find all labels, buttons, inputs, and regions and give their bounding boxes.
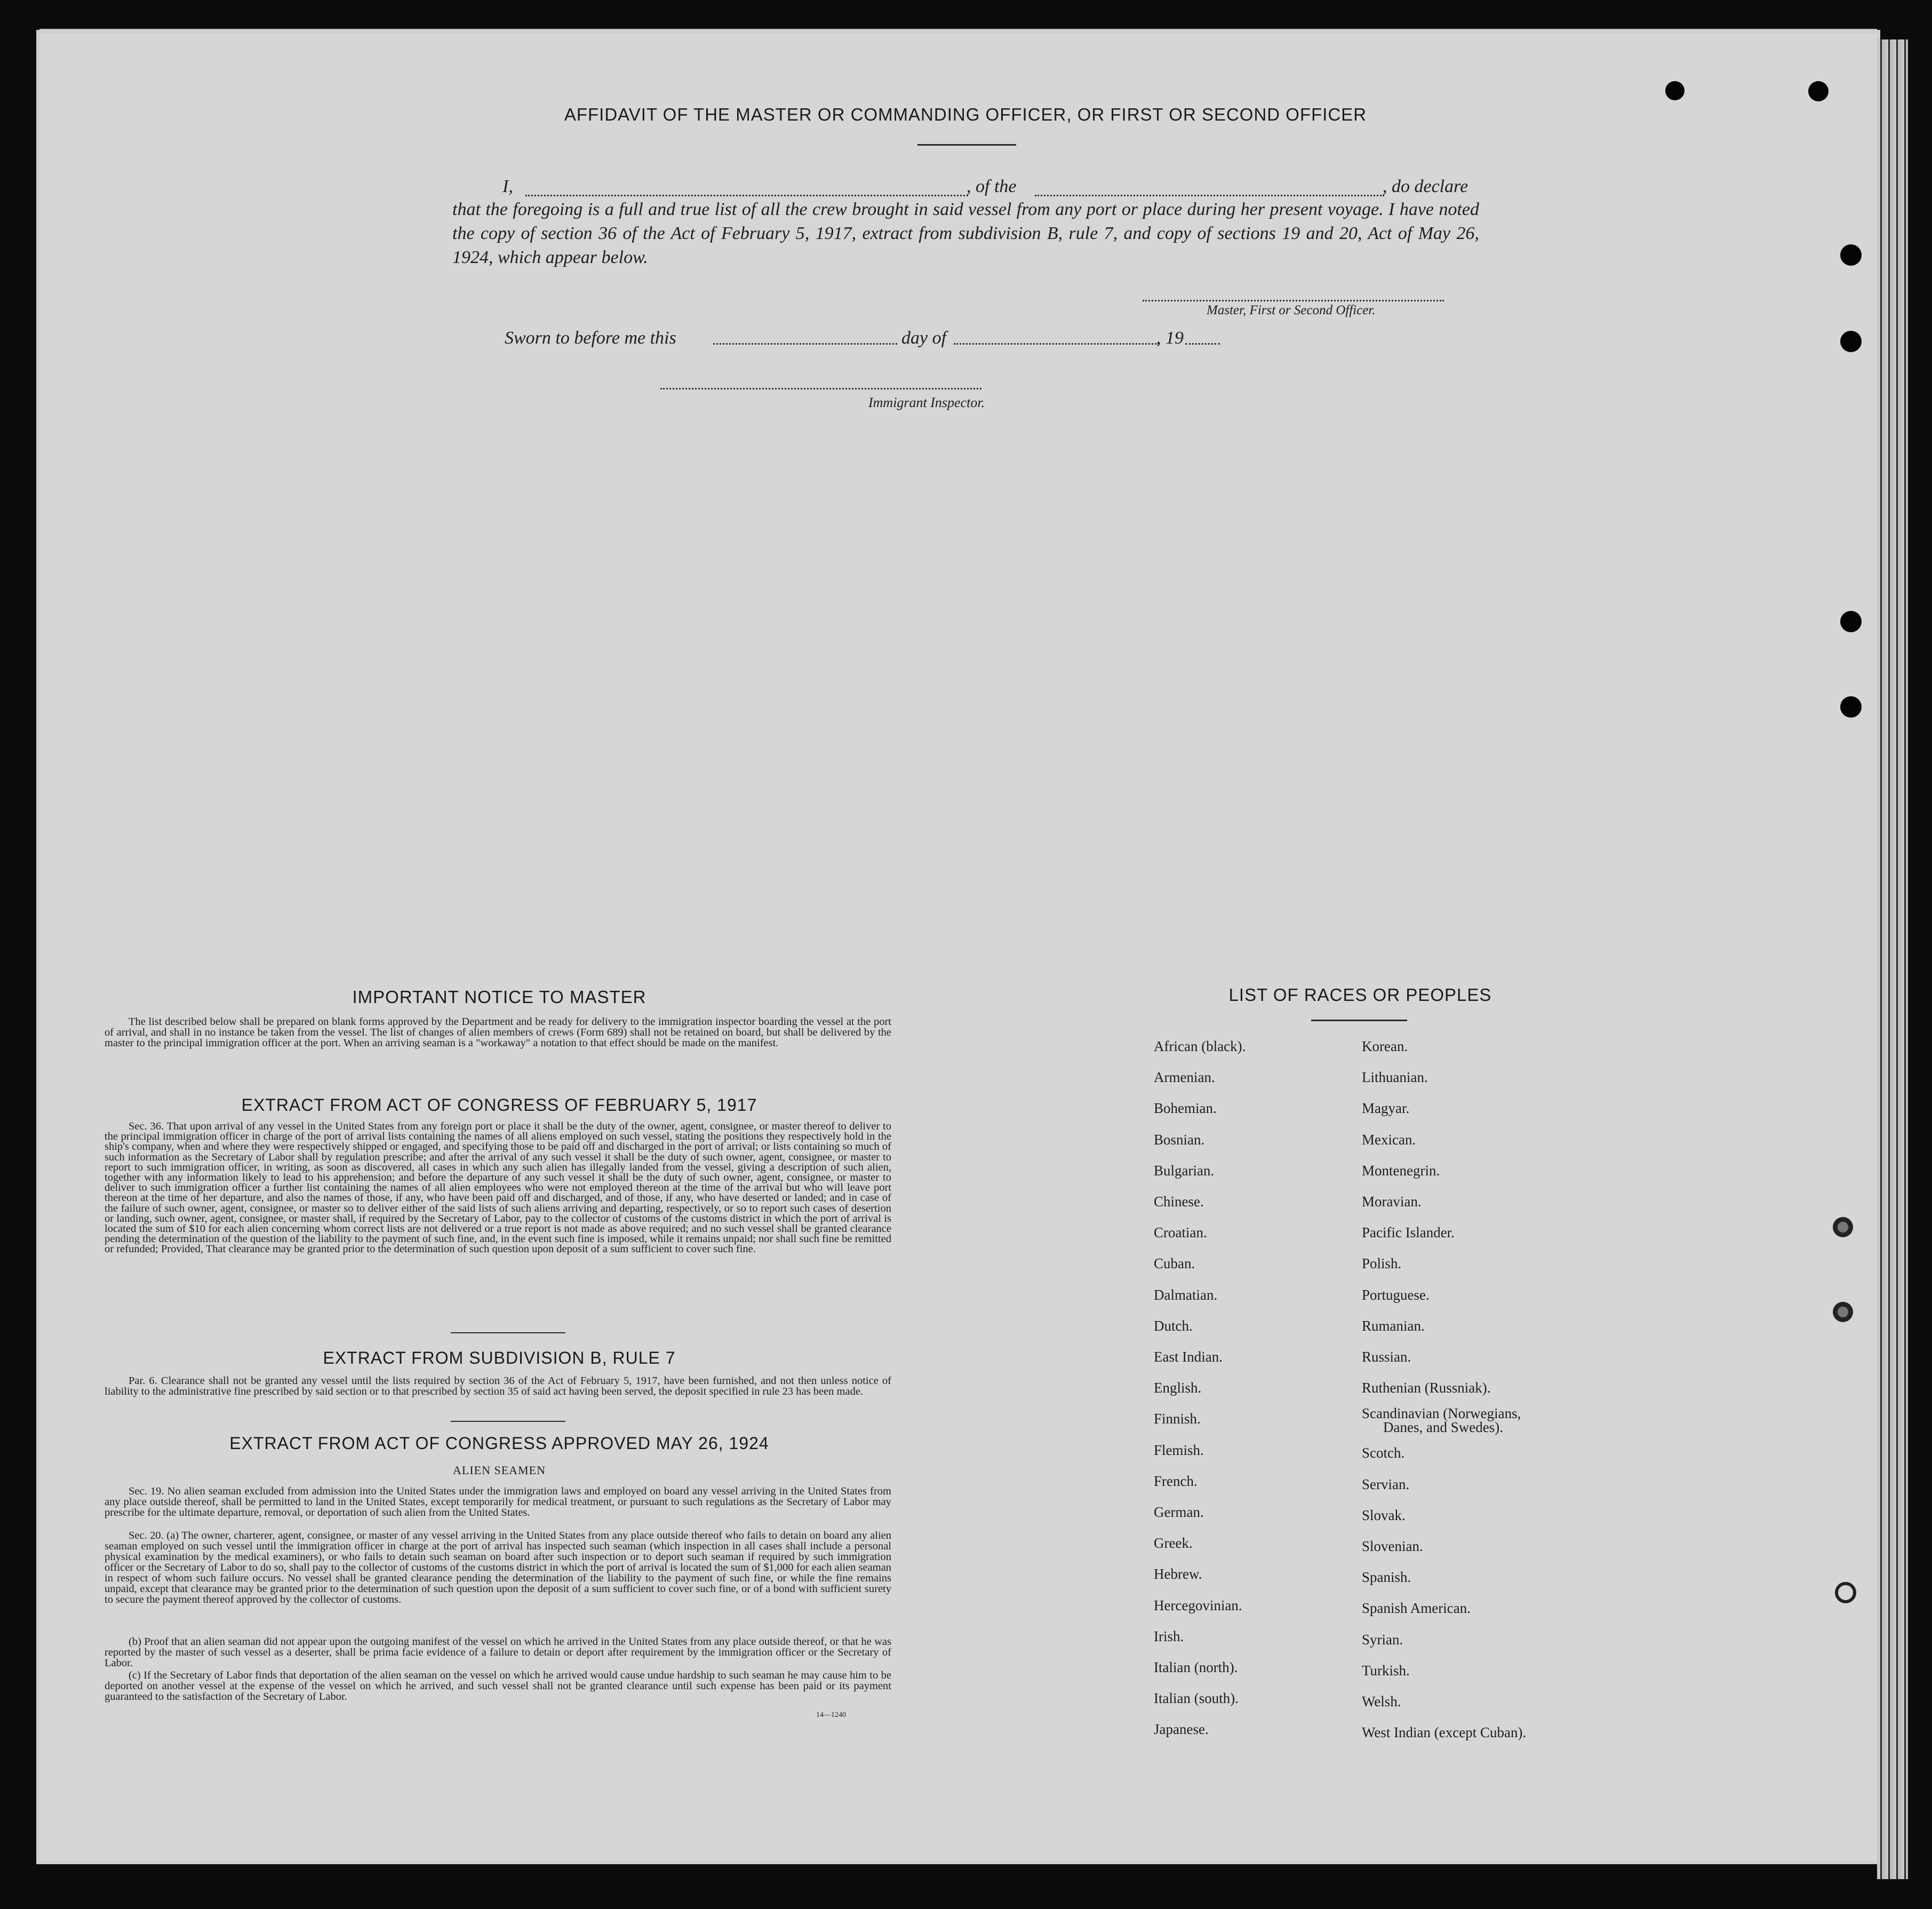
race-item: African (black). — [1154, 1038, 1246, 1054]
race-item: East Indian. — [1154, 1349, 1223, 1365]
races-title-rule — [1311, 1020, 1407, 1021]
race-item: Bulgarian. — [1154, 1162, 1215, 1179]
race-item: Russian. — [1362, 1349, 1411, 1365]
binder-hole — [1833, 1302, 1853, 1322]
race-item: Dutch. — [1154, 1317, 1193, 1334]
race-item: Irish. — [1154, 1628, 1184, 1644]
extract-1917-body: Sec. 36. That upon arrival of any vessel in the United States from any foreign port or place it shall be the duty of the owner, agent, consignee, or master thereof to deliver to the principal immigration officer in charge of the port of arrival lists containing the names of all aliens employed on such vessel, stating the positions they respectively hold in the ship's company, when and where they were respectively shipped or engaged, and specifying those to be paid off and discharged in the port of arrival; or lists containing so much of such information as the Secretary of Labor shall by regulation prescribe; and after the arrival of any such vessel it shall be the duty of such owner, agent, consignee, or master to report to such immigration officer, in writing, as soon as discovered, all cases in which any such alien has illegally landed from the vessel, giving a description of such alien, together with any information likely to lead to his apprehension; and before the departure of any such vessel it shall be the duty of such owner, agent, consignee, or master to deliver to such immigration officer a further list containing the names of all alien employees who were not employed thereon at the time of the arrival but who will leave port thereon at the time of her departure, and also the names of those, if any, who have been paid off and discharged, and of those, if any, who have deserted or landed; and in case of the failure of such owner, agent, consignee, or master so to deliver either of the said lists of such aliens arriving and departing, respectively, or so to report such cases of desertion or landing, such owner, agent, consignee, or master shall, if required by the Secretary of Labor, pay to the collector of customs of the customs district in which the port of arrival is located the sum of $10 for each alien concerning whom correct lists are not delivered or a true report is not made as above required; and no such vessel shall be granted clearance pending the determination of the question of the liability to the payment of such fine, and, in the event such fine is imposed, while it remains unpaid; nor shall such fine be remitted or refunded; Provided, That clearance may be granted prior to the determination of such question upon deposit of a sum sufficient to cover such fine. — [105, 1120, 891, 1255]
race-item: Armenian. — [1154, 1069, 1215, 1086]
binder-hole — [1840, 696, 1862, 718]
sworn-month-line[interactable] — [954, 343, 1159, 345]
inspector-signature-caption: Immigrant Inspector. — [868, 395, 985, 410]
race-item: Japanese. — [1154, 1721, 1209, 1738]
sworn-day-of-label: day of — [901, 328, 947, 348]
extract-divider — [451, 1421, 565, 1422]
race-item: German. — [1154, 1504, 1204, 1521]
race-item: Danes, and Swedes). — [1383, 1419, 1503, 1436]
sworn-year-label: , 19 — [1156, 328, 1184, 348]
page-stack-edge — [1877, 39, 1908, 1879]
races-right-column — [1362, 1031, 1526, 1748]
form-number: 14—1240 — [816, 1711, 846, 1719]
race-item: Pacific Islander. — [1362, 1224, 1455, 1241]
race-item: Magyar. — [1362, 1100, 1410, 1117]
race-item: Lithuanian. — [1362, 1069, 1428, 1086]
races-title: LIST OF RACES OR PEOPLES — [1228, 985, 1492, 1005]
extract-1924-title: EXTRACT FROM ACT OF CONGRESS APPROVED MAY 26, 1924 — [229, 1434, 769, 1453]
binder-hole — [1665, 81, 1684, 100]
affidavit-of-the-label: , of the — [967, 177, 1017, 196]
race-item: Polish. — [1362, 1255, 1402, 1272]
notice-title: IMPORTANT NOTICE TO MASTER — [352, 987, 646, 1007]
race-item: Bosnian. — [1154, 1131, 1205, 1148]
sworn-prefix: Sworn to before me this — [505, 328, 676, 348]
race-item: Portuguese. — [1362, 1286, 1430, 1303]
affidavit-body: that the foregoing is a full and true list of all the crew brought in said vessel from any port or place during her present voyage. I have noted the copy of section 36 of the Act of February 5, 1917, extract from subdivision B, rule 7, and copy of sections 19 and 20, Act of May 26, 1924, which appear below. — [452, 200, 1479, 267]
race-item: Finnish. — [1154, 1411, 1201, 1427]
race-item: Rumanian. — [1362, 1317, 1425, 1334]
affidavit-title-rule — [917, 144, 1016, 146]
race-item: Spanish. — [1362, 1569, 1411, 1586]
extract-divider — [451, 1332, 565, 1333]
sworn-day-line[interactable] — [713, 343, 897, 345]
race-item: Chinese. — [1154, 1194, 1204, 1210]
binder-hole — [1808, 81, 1829, 101]
race-item: Spanish American. — [1362, 1600, 1471, 1617]
race-item: Syrian. — [1362, 1631, 1403, 1648]
binder-hole — [1835, 1582, 1856, 1603]
race-item: Croatian. — [1154, 1224, 1207, 1241]
binder-hole — [1833, 1217, 1853, 1237]
race-item: Moravian. — [1362, 1194, 1422, 1210]
race-item: Montenegrin. — [1362, 1162, 1440, 1179]
race-item: Scandinavian (Norwegians, — [1362, 1405, 1521, 1422]
race-item: Scotch. — [1362, 1445, 1405, 1461]
race-item: Greek. — [1154, 1535, 1193, 1552]
master-name-line[interactable] — [525, 195, 968, 196]
race-item: West Indian (except Cuban). — [1362, 1724, 1527, 1741]
extract-rule7-body: Par. 6. Clearance shall not be granted any vessel until the lists required by section 36 of the Act of February 5, 1917, have been furnished, and not then unless notice of liability to the administrative fine prescribed by said section or to that prescribed by section 35 of said act having been served, the deposit specified in rule 23 has been made. — [105, 1375, 891, 1397]
extract-1924-sec20a: Sec. 20. (a) The owner, charterer, agent, consignee, or master of any vessel arriving in the United States from any place outside thereof who fails to detain on board any alien seaman employed on such vessel until the immigration officer in charge at the port of arrival has inspected such seaman (which inspection in all cases shall include a personal physical examination by the medical examiners), or who fails to detain such seaman on board after such inspection or to deport such seaman if required by such immigration officer or the Secretary of Labor to do so, shall pay to the collector of customs of the customs district in which the port of arrival is located the sum of $1,000 for each alien seaman in respect of whom such failure occurs. No vessel shall be granted clearance pending the determination of the liability to the payment of such fine, or while the fine remains unpaid, except that clearance may be granted prior to the determination of such question upon the deposit of a sum sufficient to cover such fine, or of a bond with sufficient surety to secure the payment thereof approved by the collector of customs. — [105, 1530, 891, 1605]
affidavit-title: AFFIDAVIT OF THE MASTER OR COMMANDING OFFICER, OR FIRST OR SECOND OFFICER — [564, 105, 1367, 124]
race-item: Slovak. — [1362, 1507, 1406, 1523]
affidavit-i-label: I, — [502, 177, 513, 196]
race-item: French. — [1154, 1473, 1197, 1489]
extract-1924-sec20c: (c) If the Secretary of Labor finds that deportation of the alien seaman on the vessel on which he arrived would cause undue hardship to such seaman he may cause him to be deported on another vessel at the expense of the vessel on which he arrived, and such vessel shall not be granted clearance until such expense has been paid or its payment guaranteed to the satisfaction of the Secretary of Labor. — [105, 1669, 891, 1703]
vessel-name-line[interactable] — [1035, 195, 1384, 196]
race-item: Korean. — [1362, 1038, 1408, 1054]
race-item: Turkish. — [1362, 1662, 1410, 1679]
race-item: Mexican. — [1362, 1131, 1416, 1148]
extract-rule7-title: EXTRACT FROM SUBDIVISION B, RULE 7 — [323, 1348, 676, 1367]
binder-hole — [1840, 331, 1862, 352]
race-item: Slovenian. — [1362, 1538, 1423, 1555]
race-item: Hebrew. — [1154, 1566, 1202, 1582]
race-item: English. — [1154, 1380, 1202, 1396]
race-item: Hercegovinian. — [1154, 1597, 1242, 1613]
sworn-year-line[interactable] — [1185, 343, 1220, 345]
master-signature-caption: Master, First or Second Officer. — [1207, 303, 1376, 317]
race-item: Italian (north). — [1154, 1659, 1238, 1676]
races-left-column — [1154, 1031, 1246, 1745]
affidavit-declare-label: , do declare — [1383, 177, 1468, 196]
race-item: Servian. — [1362, 1476, 1410, 1492]
extract-1924-sec19: Sec. 19. No alien seaman excluded from admission into the United States under the immigration laws and employed on board any vessel arriving in the United States from any place outside thereof, shall be permitted to land in the United States, except temporarily for medical treatment, or pursuant to such regulations as the Secretary of Labor may prescribe for the ultimate departure, removal, or deportation of such alien from the United States. — [105, 1485, 891, 1518]
extract-1924-sec20b: (b) Proof that an alien seaman did not appear upon the outgoing manifest of the vessel on which he arrived in the United States from any place outside thereof, or that he was reported by the master of such vessel as a deserter, shall be prima facie evidence of a failure to detain or deport after requirement by the immigration officer or the Secretary of Labor. — [105, 1636, 891, 1669]
race-item: Cuban. — [1154, 1255, 1195, 1272]
race-item: Italian (south). — [1154, 1690, 1239, 1707]
extract-1917-title: EXTRACT FROM ACT OF CONGRESS OF FEBRUARY 5, 1917 — [241, 1095, 757, 1115]
inspector-signature-line[interactable] — [660, 388, 981, 389]
extract-1924-subtitle: ALIEN SEAMEN — [453, 1463, 546, 1477]
binder-hole — [1840, 244, 1862, 266]
master-signature-line[interactable] — [1143, 300, 1444, 301]
race-item: Bohemian. — [1154, 1100, 1217, 1117]
notice-body: The list described below shall be prepared on blank forms approved by the Department and be ready for delivery to the immigration inspector boarding the vessel at the port of arrival, and shall in no instance be taken from the vessel. The list of changes of alien members of crews (Form 689) shall not be retained on board, but shall be delivered by the master to the principal immigration officer at the port. When an arriving seaman is a "workaway" a notation to that effect should be made on the manifest. — [105, 1016, 891, 1049]
race-item: Ruthenian (Russniak). — [1362, 1380, 1491, 1396]
binder-hole — [1840, 611, 1862, 632]
race-item: Flemish. — [1154, 1442, 1204, 1458]
race-item: Welsh. — [1362, 1693, 1401, 1710]
race-item: Dalmatian. — [1154, 1286, 1218, 1303]
